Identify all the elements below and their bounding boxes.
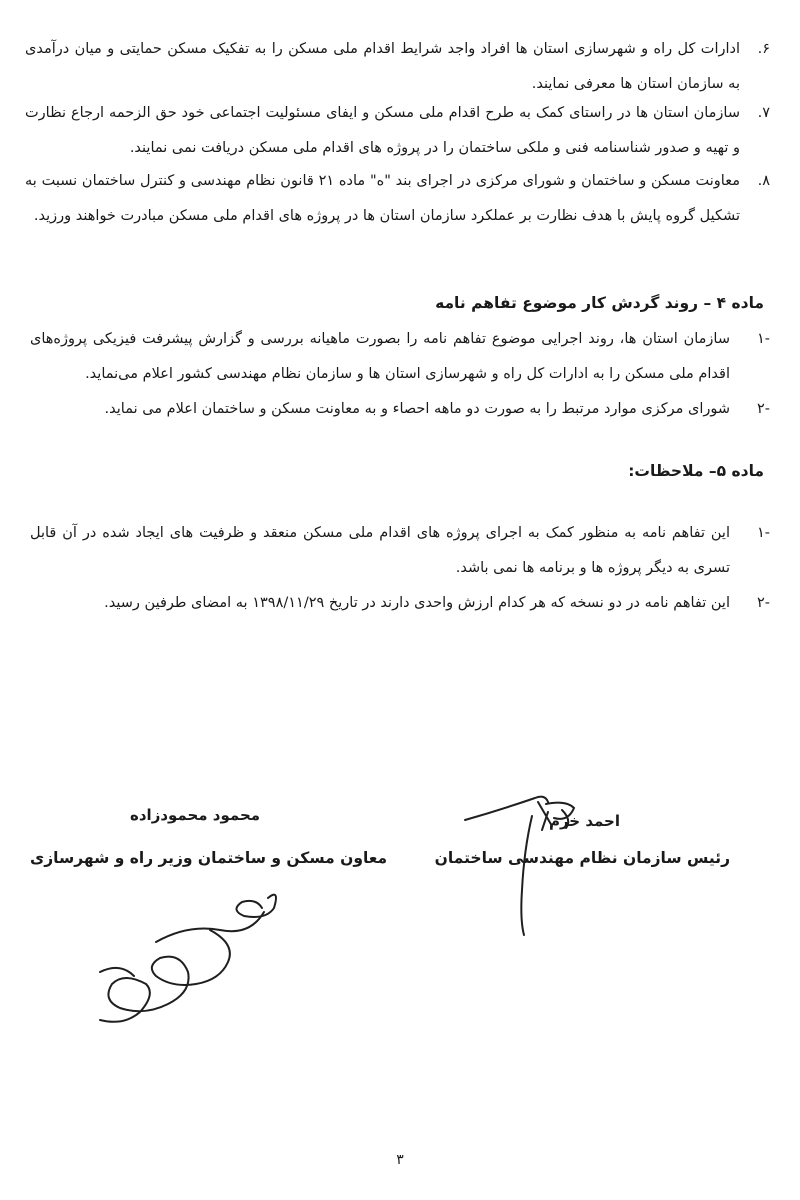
item-number: -۱ <box>756 331 770 347</box>
article-4-item-2 <box>30 392 770 427</box>
clause-item-6 <box>25 32 770 102</box>
signatory-right-name: احمد خرم <box>548 812 620 830</box>
item-text: این تفاهم نامه به منظور کمک به اجرای پروژه های اقدام ملی مسکن منعقد و ظرفیت های ایجاد شده در آن قابل تسری به دیگر پروژه ها و برنامه ها نمی باشد. <box>30 525 730 576</box>
signatory-right-title: رئیس سازمان نظام مهندسی ساختمان <box>434 849 730 867</box>
article-5-item-1 <box>30 516 770 586</box>
signatory-left-name: محمود محمودزاده <box>130 806 261 824</box>
clause-number: ۶. <box>757 41 770 57</box>
article-5-item-2 <box>30 586 770 621</box>
item-number: -۱ <box>756 525 770 541</box>
clause-number: ۸. <box>757 173 770 189</box>
item-text: این تفاهم نامه در دو نسخه که هر کدام ارزش واحدی دارند در تاریخ ۱۳۹۸/۱۱/۲۹ به امضای طرفین رسید. <box>104 595 730 611</box>
signature-left <box>60 880 290 1040</box>
item-number: -۲ <box>756 401 770 417</box>
clause-text: معاونت مسکن و ساختمان و شورای مرکزی در اجرای بند "ه" ماده ۲۱ قانون نظام مهندسی و کنترل ساختمان نسبت به تشکیل گروه پایش با هدف نظارت بر عملکرد سازمان استان ها در پروژه های اقدام ملی مسکن مبادرت خواهند ورزید. <box>25 173 740 224</box>
item-text: شورای مرکزی موارد مرتبط را به صورت دو ماهه احصاء و به معاونت مسکن و ساختمان اعلام می نماید. <box>104 401 730 417</box>
signatory-left-title: معاون مسکن و ساختمان وزیر راه و شهرسازی <box>30 849 388 867</box>
clause-text: ادارات کل راه و شهرسازی استان ها افراد واجد شرایط اقدام ملی مسکن را به تفکیک مسکن حمایتی و میان درآمدی به سازمان استان ها معرفی نمایند. <box>25 41 740 92</box>
clause-item-7 <box>25 96 770 166</box>
clause-text: سازمان استان ها در راستای کمک به طرح اقدام ملی مسکن و ایفای مسئولیت اجتماعی خود حق الزحمه ارجاع نظارت و تهیه و صدور شناسنامه فنی و ملکی ساختمان را در پروژه های اقدام ملی مسکن دریافت نمی نمایند. <box>25 105 740 156</box>
article-4-heading: ماده ۴ – روند گردش کار موضوع تفاهم نامه <box>435 294 764 312</box>
signature-right <box>440 790 580 940</box>
clause-item-8 <box>25 164 770 234</box>
article-4-item-1 <box>30 322 770 392</box>
item-number: -۲ <box>756 595 770 611</box>
page-number: ۳ <box>396 1152 404 1168</box>
item-text: سازمان استان ها، روند اجرایی موضوع تفاهم نامه را بصورت ماهیانه بررسی و گزارش پیشرفت فیزیکی پروژه‌های اقدام ملی مسکن را به ادارات کل راه و شهرسازی استان ها و سازمان نظام مهندسی کشور اعلام می‌نماید. <box>30 331 730 382</box>
clause-number: ۷. <box>757 105 770 121</box>
article-5-heading: ماده ۵– ملاحظات: <box>628 462 764 480</box>
